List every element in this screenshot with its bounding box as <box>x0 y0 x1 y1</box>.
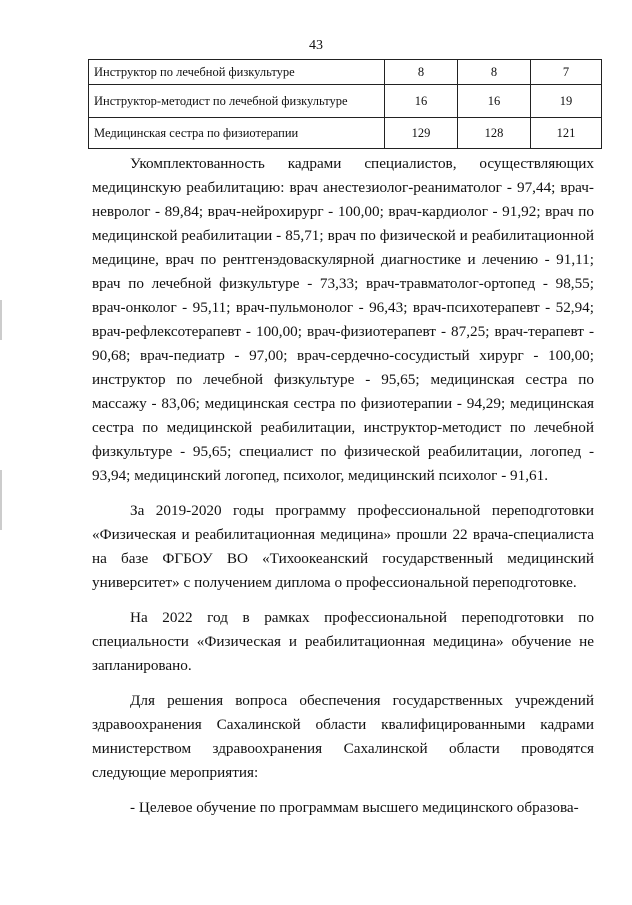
table-cell-value: 129 <box>385 118 458 149</box>
page-number: 43 <box>309 38 323 53</box>
paragraph-retraining: За 2019-2020 годы программу профессиональной переподготовки «Физическая и реабилитационная медицина» прошли 22 врача-специалиста на базе ФГБОУ ВО «Тихоокеанский государственный медицинский университет» с получением диплома о профессиональной переподготовке. <box>92 502 594 591</box>
scan-edge-mark <box>0 470 2 530</box>
table-cell-value: 8 <box>458 60 531 85</box>
table-cell-name: Инструктор-методист по лечебной физкультуре <box>89 85 385 118</box>
table-row <box>89 60 602 85</box>
scan-edge-mark <box>0 300 2 340</box>
body-text <box>92 152 594 820</box>
table-cell-value: 16 <box>385 85 458 118</box>
table-cell-value: 16 <box>458 85 531 118</box>
paragraph-staffing: Укомплектованность кадрами специалистов, осуществляющих медицинскую реабилитацию: врач анестезиолог-реаниматолог - 97,44; врач-невролог - 89,84; врач-нейрохирург - 100,00; врач-кардиолог - 91,92; врач по медицинской реабилитации - 85,71; врач по физической и реабилитационной медицине, врач по рентгенэдоваскулярной диагностике и лечению - 91,11; врач по лечебной физкультуре - 73,33; врач-травматолог-ортопед - 98,55; врач-онколог - 95,11; врач-пульмонолог - 96,43; врач-психотерапевт - 52,94; врач-рефлексотерапевт - 100,00; врач-физиотерапевт - 87,25; врач-терапевт - 90,68; врач-педиатр - 97,00; врач-сердечно-сосудистый хирург - 100,00; инструктор по лечебной физкультуре - 95,65; медицинская сестра по массажу - 83,06; медицинская сестра по физиотерапии - 94,29; медицинская сестра по медицинской реабилитации, инструктор-методист по лечебной физкультуре - 95,65; специалист по физической реабилитации, логопед - 93,94; медицинский логопед, психолог, медицинский психолог - 91,61. <box>92 155 594 484</box>
table-cell-name: Медицинская сестра по физиотерапии <box>89 118 385 149</box>
staff-table <box>88 59 602 149</box>
table-cell-value: 121 <box>531 118 602 149</box>
paragraph-plan-2022: На 2022 год в рамках профессиональной переподготовки по специальности «Физическая и реабилитационная медицина» обучение не запланировано. <box>92 609 594 674</box>
table-cell-name: Инструктор по лечебной физкультуре <box>89 60 385 85</box>
table-cell-value: 8 <box>385 60 458 85</box>
table-cell-value: 7 <box>531 60 602 85</box>
paragraph-measures: Для решения вопроса обеспечения государственных учреждений здравоохранения Сахалинской области квалифицированными кадрами министерством здравоохранения Сахалинской области проводятся следующие мероприятия: <box>92 692 594 781</box>
table-cell-value: 19 <box>531 85 602 118</box>
table-cell-value: 128 <box>458 118 531 149</box>
table-row <box>89 118 602 149</box>
table-row <box>89 85 602 118</box>
list-item: - Целевое обучение по программам высшего медицинского образова- <box>130 799 579 816</box>
